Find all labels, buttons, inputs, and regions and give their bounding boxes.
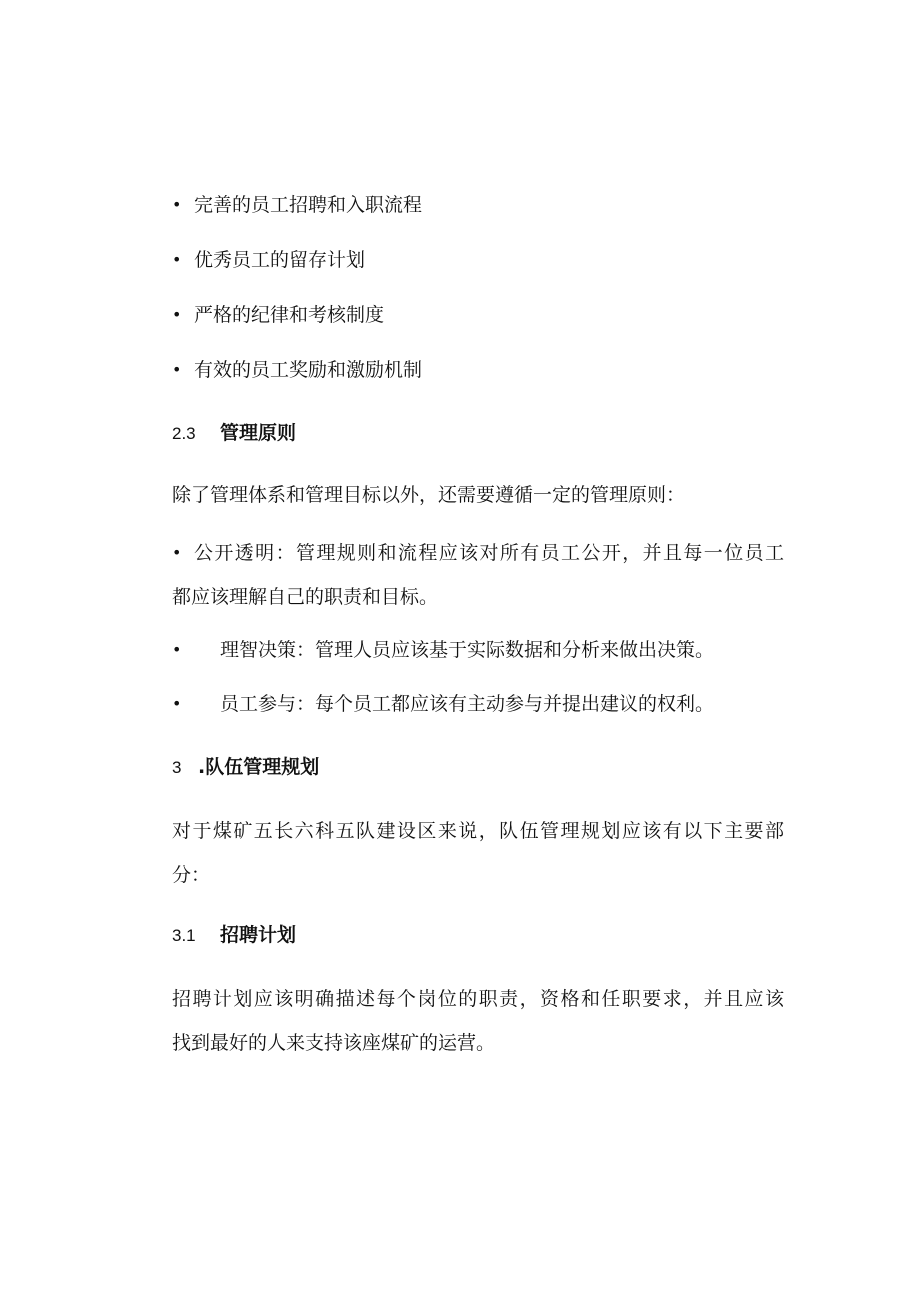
list-item-text: 有效的员工奖励和激励机制 (194, 359, 423, 381)
section-number: 3.1 (172, 926, 196, 945)
paragraph-line: 除了管理体系和管理目标以外，还需要遵循一定的管理原则： (172, 484, 686, 506)
paragraph-line: 公开透明：管理规则和流程应该对所有员工公开，并且每一位员工 (194, 542, 784, 564)
list-item-text: 优秀员工的留存计划 (194, 249, 366, 271)
paragraph-line: 都应该理解自己的职责和目标。 (172, 586, 439, 608)
section-heading-3 (172, 752, 319, 783)
list-item-text: 严格的纪律和考核制度 (194, 304, 385, 326)
paragraph-line: 分： (172, 864, 211, 886)
bullet-marker: • (172, 543, 182, 562)
section-title: 管理原则 (220, 422, 297, 444)
section-title: .队伍管理规划 (198, 756, 320, 778)
list-item-text: 完善的员工招聘和入职流程 (194, 194, 423, 216)
section-intro (172, 809, 784, 897)
section-number: 3 (172, 758, 182, 777)
paragraph-line: 招聘计划应该明确描述每个岗位的职责，资格和任职要求，并且应该 (172, 988, 784, 1010)
bullet-marker: • (172, 195, 182, 214)
bullet-marker: • (172, 640, 182, 659)
bullet-marker: • (172, 250, 182, 269)
paragraph-line: 找到最好的人来支持该座煤矿的运营。 (172, 1032, 496, 1054)
principle-item (172, 531, 784, 619)
section-heading-3-1 (172, 920, 296, 951)
paragraph-line: 对于煤矿五长六科五队建设区来说，队伍管理规划应该有以下主要部 (172, 820, 784, 842)
section-heading-2-3 (172, 418, 296, 449)
section-number: 2.3 (172, 424, 196, 443)
section-body (172, 977, 784, 1065)
principle-text: 员工参与：每个员工都应该有主动参与并提出建议的权利。 (220, 693, 715, 715)
bullet-marker: • (172, 694, 182, 713)
section-intro (172, 473, 784, 517)
bullet-marker: • (172, 360, 182, 379)
bullet-marker: • (172, 305, 182, 324)
principle-text: 理智决策：管理人员应该基于实际数据和分析来做出决策。 (220, 639, 715, 661)
section-title: 招聘计划 (220, 924, 297, 946)
